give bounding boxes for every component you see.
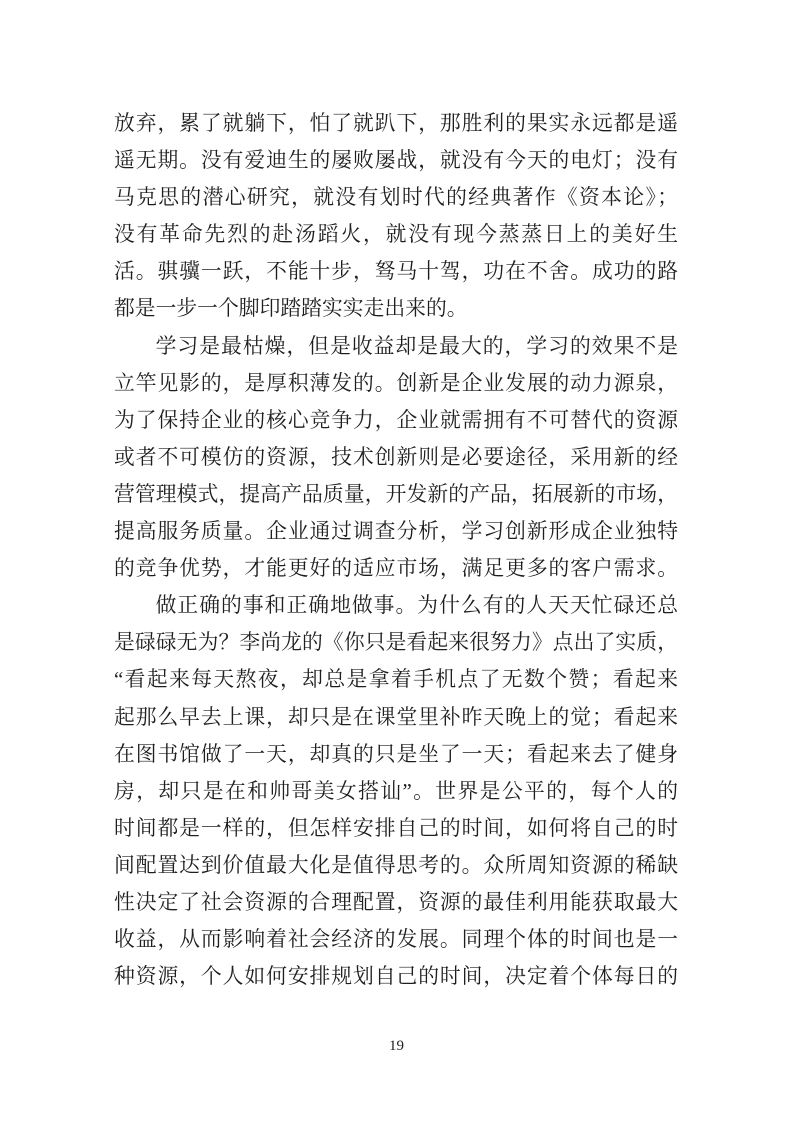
text-line: 的竞争优势，才能更好的适应市场，满足更多的客户需求。 bbox=[114, 557, 678, 581]
text-line: 性决定了社会资源的合理配置，资源的最佳利用能获取最大 bbox=[114, 890, 678, 914]
text-line: 是碌碌无为？李尚龙的《你只是看起来很努力》点出了实质， bbox=[114, 631, 678, 655]
text-line: 收益，从而影响着社会经济的发展。同理个体的时间也是一 bbox=[114, 928, 678, 952]
page-number: 19 bbox=[389, 1038, 404, 1054]
text-line: 放弃，累了就躺下，怕了就趴下，那胜利的果实永远都是遥 bbox=[114, 112, 678, 135]
text-line: 马克思的潜心研究，就没有划时代的经典著作《资本论》； bbox=[114, 186, 678, 210]
text-line: 营管理模式，提高产品质量，开发新的产品，拓展新的市场， bbox=[114, 482, 678, 506]
text-line: 房，却只是在和帅哥美女搭讪”。世界是公平的，每个人的 bbox=[114, 779, 678, 803]
text-line: 在图书馆做了一天，却真的只是坐了一天；看起来去了健身 bbox=[114, 742, 678, 766]
text-line: 提高服务质量。企业通过调查分析，学习创新形成企业独特 bbox=[114, 520, 678, 544]
text-line: 为了保持企业的核心竞争力，企业就需拥有不可替代的资源 bbox=[114, 408, 678, 432]
text-line: 没有革命先烈的赴汤蹈火，就没有现今蒸蒸日上的美好生 bbox=[114, 223, 678, 247]
text-line: 学习是最枯燥，但是收益却是最大的，学习的效果不是 bbox=[155, 334, 678, 358]
text-line: 或者不可模仿的资源，技术创新则是必要途径，采用新的经 bbox=[114, 445, 678, 469]
text-line: 间配置达到价值最大化是值得思考的。众所周知资源的稀缺 bbox=[114, 853, 678, 877]
page-text bbox=[114, 105, 678, 995]
text-line: 都是一步一个脚印踏踏实实走出来的。 bbox=[114, 297, 468, 321]
text-line: 种资源，个人如何安排规划自己的时间，决定着个体每日的 bbox=[114, 965, 678, 989]
text-line: 遥无期。没有爱迪生的屡败屡战，就没有今天的电灯；没有 bbox=[114, 149, 678, 173]
text-line: 起那么早去上课，却只是在课堂里补昨天晚上的觉；看起来 bbox=[114, 705, 678, 729]
text-line: 立竿见影的，是厚积薄发的。创新是企业发展的动力源泉， bbox=[114, 371, 678, 395]
text-line: 活。骐骥一跃，不能十步，驽马十驾，功在不舍。成功的路 bbox=[114, 260, 678, 284]
text-line: 做正确的事和正确地做事。为什么有的人天天忙碌还总 bbox=[155, 594, 678, 618]
text-line: 时间都是一样的，但怎样安排自己的时间，如何将自己的时 bbox=[114, 816, 678, 840]
text-line: “看起来每天熬夜，却总是拿着手机点了无数个赞；看起来 bbox=[114, 668, 678, 692]
